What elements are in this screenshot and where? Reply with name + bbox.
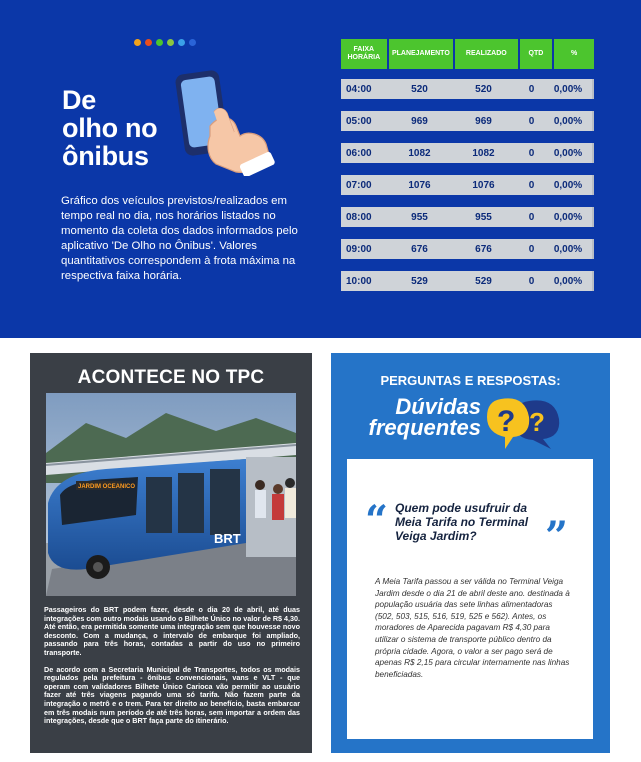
cell-qty: 0 bbox=[528, 179, 535, 191]
cell-pct: 0,00% bbox=[553, 115, 583, 127]
headline-line: olho no bbox=[62, 113, 158, 143]
hand-holding-phone-icon bbox=[170, 66, 280, 176]
table-row bbox=[341, 111, 594, 131]
svg-text:?: ? bbox=[529, 407, 545, 437]
bus-tracking-section bbox=[0, 0, 641, 338]
cell-done: 1076 bbox=[472, 179, 495, 191]
headline-line: De bbox=[62, 85, 96, 115]
close-quote-icon: ” bbox=[545, 513, 569, 560]
cell-planned: 529 bbox=[411, 275, 428, 287]
bus-destination-sign: JARDIM OCEANICO bbox=[78, 484, 136, 490]
cell-done: 676 bbox=[475, 243, 492, 255]
dot-icon bbox=[145, 39, 152, 46]
cell-planned: 520 bbox=[411, 83, 428, 95]
cell-qty: 0 bbox=[528, 115, 535, 127]
header-done: REALIZADO bbox=[455, 39, 517, 69]
dot-icon bbox=[189, 39, 196, 46]
table-row bbox=[341, 271, 594, 291]
cell-done: 955 bbox=[475, 211, 492, 223]
news-paragraph: De acordo com a Secretaria Municipal de Transportes, todos os modais regulados pela prefeitura - ônibus convencionais, vans e VLT - que operam com validadores Bilhete Único Carioca vão permitir ao usuário fazer até três viagens pagando uma só tarifa. Não fazem parte da integração o metrô e o trem. Para ter direito ao benefício, basta embarcar em três modais num período de até três horas, sem importar a ordem das integrações, desde que o BRT faça parte do itinerário. bbox=[44, 664, 300, 726]
cell-done: 969 bbox=[475, 115, 492, 127]
cell-qty: 0 bbox=[528, 83, 535, 95]
table-row bbox=[341, 79, 594, 99]
faq-panel bbox=[331, 353, 610, 753]
cell-done: 520 bbox=[475, 83, 492, 95]
faq-answer: A Meia Tarifa passou a ser válida no Terminal Veiga Jardim desde o dia 21 de abril deste ano. destinada à população usuária das sete linhas alimentadoras (502, 503, 515, 516, 519, 525 e 562). Antes, os moradores de Aparecida pagavam R$ 4,30 para utilizar o sistema de transporte público dentro da própria cidade. Agora, o valor a ser pago será de apenas R$ 2,15 para circular internamente nas linhas beneficiadas. bbox=[375, 577, 570, 679]
fleet-table bbox=[341, 39, 594, 303]
bus-logo: BRT bbox=[214, 531, 241, 546]
header-qty: QTD bbox=[520, 39, 553, 69]
table-header bbox=[341, 39, 594, 69]
cell-planned: 1076 bbox=[408, 179, 431, 191]
faq-title bbox=[361, 396, 481, 438]
cell-pct: 0,00% bbox=[553, 179, 583, 191]
svg-text:?: ? bbox=[497, 405, 516, 438]
cell-done: 1082 bbox=[472, 147, 495, 159]
cell-pct: 0,00% bbox=[553, 147, 583, 159]
intro-text: Gráfico dos veículos previstos/realizados em tempo real no dia, nos horários listados no momento da coleta dos dados informados pelo aplicativo 'De Olho no Ônibus'. Valores quantitativos correspondem à frota máxima na respectiva faixa horária. bbox=[61, 195, 298, 283]
cell-time: 07:00 bbox=[346, 179, 372, 191]
table-row bbox=[341, 207, 594, 227]
dot-icon bbox=[167, 39, 174, 46]
cell-qty: 0 bbox=[528, 147, 535, 159]
cell-qty: 0 bbox=[528, 275, 535, 287]
cell-planned: 955 bbox=[411, 211, 428, 223]
cell-pct: 0,00% bbox=[553, 83, 583, 95]
open-quote-icon: “ bbox=[365, 497, 389, 544]
cell-qty: 0 bbox=[528, 243, 535, 255]
headline-line: ônibus bbox=[62, 141, 149, 171]
faq-question: Quem pode usufruir da Meia Tarifa no Terminal Veiga Jardim? bbox=[395, 501, 529, 543]
cell-pct: 0,00% bbox=[553, 243, 583, 255]
news-paragraph: Passageiros do BRT podem fazer, desde o dia 20 de abril, até duas integrações com outro modais usando o Bilhete Único no valor de R$ 4,30. Até então, era permitida somente uma integração sem que houvesse novo desconto. Com a mudança, o intervalo de embarque foi ampliado, passando para três horas, contadas a partir do uso no primeiro transporte. bbox=[44, 605, 301, 657]
cell-time: 05:00 bbox=[346, 115, 372, 127]
news-panel bbox=[30, 353, 312, 753]
header-pct: % bbox=[554, 39, 594, 69]
dot-icon bbox=[178, 39, 185, 46]
cell-time: 06:00 bbox=[346, 147, 372, 159]
news-title: ACONTECE NO TPC bbox=[77, 367, 265, 388]
faq-title-line: Dúvidas bbox=[395, 394, 481, 419]
table-row bbox=[341, 239, 594, 259]
cell-time: 09:00 bbox=[346, 243, 372, 255]
faq-title-line: frequentes bbox=[368, 415, 481, 440]
table-row bbox=[341, 143, 594, 163]
decorative-dots bbox=[134, 39, 196, 46]
header-planned: PLANEJAMENTO bbox=[389, 39, 453, 69]
news-body bbox=[44, 606, 300, 734]
cell-planned: 969 bbox=[411, 115, 428, 127]
cell-time: 08:00 bbox=[346, 211, 372, 223]
faq-kicker: PERGUNTAS E RESPOSTAS: bbox=[380, 373, 561, 388]
cell-planned: 1082 bbox=[408, 147, 431, 159]
cell-planned: 676 bbox=[411, 243, 428, 255]
question-marks-icon bbox=[485, 393, 585, 453]
cell-pct: 0,00% bbox=[553, 275, 583, 287]
cell-qty: 0 bbox=[528, 211, 535, 223]
cell-time: 04:00 bbox=[346, 83, 372, 95]
brt-bus-photo bbox=[46, 393, 296, 596]
cell-done: 529 bbox=[475, 275, 492, 287]
headline bbox=[62, 86, 157, 170]
header-time-range: FAIXA HORÁRIA bbox=[341, 39, 387, 69]
dot-icon bbox=[156, 39, 163, 46]
table-row bbox=[341, 175, 594, 195]
cell-time: 10:00 bbox=[346, 275, 372, 287]
cell-pct: 0,00% bbox=[553, 211, 583, 223]
faq-card bbox=[347, 459, 593, 739]
dot-icon bbox=[134, 39, 141, 46]
